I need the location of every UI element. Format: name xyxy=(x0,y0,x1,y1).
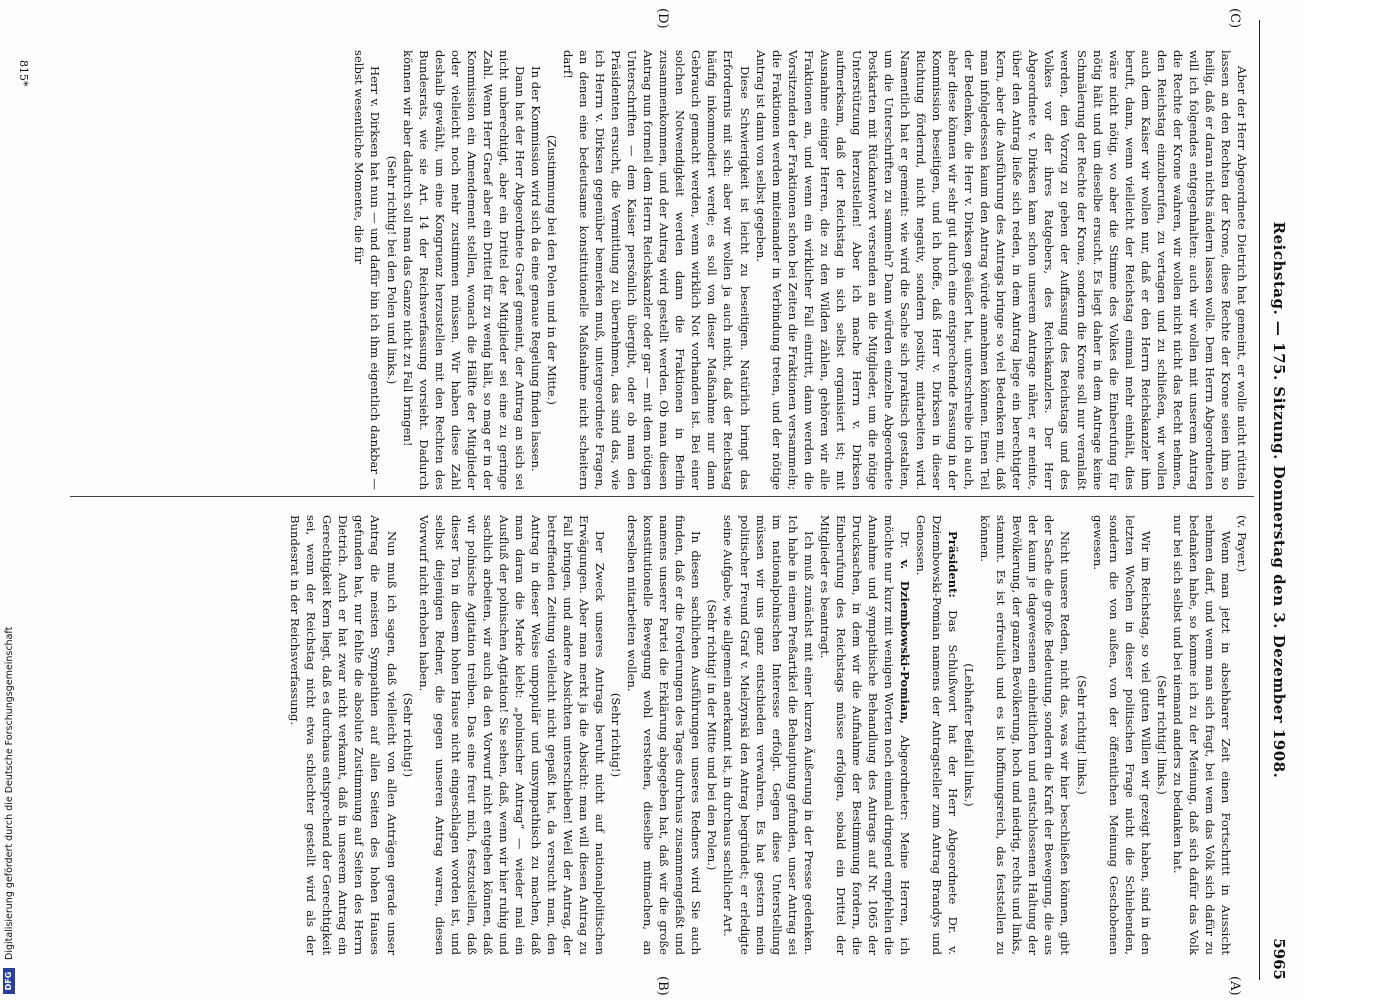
paragraph: Diese Schwierigkeit ist leicht zu beseitigen. Natürlich bringt das Erfordernis mit sich: aber wir wollen ja auch nicht, daß der Reichstag häufig inkommodiert werde; es soll von dieser Maßnahme nur dann Gebrauch gemacht werden, wenn wirklich Not vorhanden ist. Bei einer solchen Notwendigkeit werden dann die Fraktionen in Berlin zusammenkommen, und der Antrag wird gestellt werden. Ob man diesen Antrag nun formell dem Herrn Reichskanzler oder gar — mit dem nötigen Unterschriften — dem Kaiser persönlich übergibt, oder ob man den Präsidenten ersucht, die Vermittlung zu übernehmen, das sind das, wie ich Herrn v. Dirksen gegenüber bemerken muß, untergeordnete Fragen, an denen eine bedeutsame konstitutionelle Maßnahme nicht scheitern darf! xyxy=(561,50,752,490)
header-rule xyxy=(1259,20,1260,980)
margin-mark-c: (C) xyxy=(1227,8,1242,29)
interjection: (Lebhafter Beifall links.) xyxy=(962,663,977,807)
paragraph: (v. Payer.) xyxy=(1235,515,1249,573)
column-right xyxy=(351,50,1250,490)
dfg-credit-text: Digitalisierung gefördert durch die Deutsche Forschungsgemeinschaft xyxy=(4,626,15,960)
paragraph: Herr v. Dirksen hat nun — und dafür bin ich ihm eigentlich dankbar — selbst wesentliche Momente, die für xyxy=(352,50,383,490)
column-divider xyxy=(70,496,1254,497)
interjection: (Sehr richtig! links.) xyxy=(1154,675,1169,795)
paragraph: In der Kommission wird sich da eine genaue Regelung finden lassen. xyxy=(528,66,543,472)
dfg-credit xyxy=(0,0,20,1000)
interjection: (Zustimmung bei den Polen und in der Mitte.) xyxy=(544,135,559,405)
margin-mark-a: (A) xyxy=(1227,976,1242,996)
page-header xyxy=(1264,20,1288,980)
page-number: 5965 xyxy=(1270,938,1288,980)
column-left xyxy=(287,515,1250,955)
margin-mark-d: (D) xyxy=(655,8,670,29)
paragraph: Nicht unsere Reden, nicht das, was wir hier beschließen können, gibt der Sache die große Bedeutung, sondern die Kraft der Bewegung, die aus der kaum je dagewesenen einheitlichen und entschlossenen Haltung der Bevölkerung, der ganzen Bevölkerung, hoch und niedrig, rechts und links, stammt. Es ist erfreulich und es ist hoffnungsreich, das feststellen zu können. xyxy=(978,515,1073,955)
dfg-logo-icon: DFG xyxy=(3,968,15,994)
paragraph: In diesen sachlichen Ausführungen unseres Redners wird Sie auch finden, daß er die Forderungen des Tages durchaus zusammengefaßt und namens unserer Partei die Erklärung abgegeben hat, daß wir die große konstitutionelle Bewegung wohl verstehen, dieselbe mitmachen, an derselben mitarbeiten wollen. xyxy=(625,515,704,955)
interjection: (Sehr richtig! bei den Polen und links.) xyxy=(384,155,399,385)
interjection: (Sehr richtig! links.) xyxy=(1074,675,1089,795)
paragraph: Präsident: Das Schlußwort hat der Herr Abgeordnete Dr. v. Dziembowski-Pomian namens der Antragsteller zum Antrag Brandys und Genossen. xyxy=(914,515,961,955)
paragraph: Wenn man jetzt in absehbarer Zeit einen Fortschritt in Aussicht nehmen darf, und wenn man sich fragt, bei wem das Volk sich dafür zu bedanken habe, so komme ich zu der Meinung, daß sich dafür das Volk nur bei sich selbst und bei niemand anders zu bedanken hat. xyxy=(1170,515,1233,955)
running-title: Reichstag. — 175. Sitzung. Donnerstag den 3. Dezember 1908. xyxy=(1270,221,1288,779)
interjection: (Sehr richtig!) xyxy=(609,692,624,778)
paragraph: Wir im Reichstag, so viel guten Willen wir gezeigt haben, sind in den letzten Wochen in dieser politischen Frage nicht die Schiebenden, sondern die von außen, von der öffentlichen Meinung Geschobenen gewesen. xyxy=(1090,515,1153,955)
margin-mark-b: (B) xyxy=(655,976,670,996)
paragraph: Aber der Herr Abgeordnete Dietrich hat gemeint, er wolle nicht rütteln lassen an den Rechten der Krone, diese Rechte der Krone seien ihm so heilig, daß er daran nichts ändern lassen wolle. Dem Herrn Abgeordneten will ich folgendes entgegenhalten: auch wir wollen mit unserem Antrag die Rechte der Krone wahren, wir wollen nicht nicht das Recht nehmen, den Reichstag einzuberufen, zu vertagen und zu schließen, wir wollen auch dem Kaiser wir wollen nur, daß er den Herrn Reichskanzler ihm beruft, dann, wenn vielleicht der Reichstag einmal mehr einhält, dies wäre nicht nötig, wo aber die Stimme des Volkes die Einberufung für nötig hält und um dieselbe ersucht. Es liegt daher in dem Antrage keine Schmälerung der Rechte der Krone, sondern die Krone soll nur veranlaßt werden, den Vorzug zu geben der Auffassung des Reichstags und des Volkes vor der ihres Ratgebers, des Reichskanzlers. Der Herr Abgeordnete v. Dirksen kam schon unserem Antrage näher, er meinte, über den Antrag ließe sich reden, in dem Antrag liege ein berechtigter Kern, aber die Ausführung des Antrags bringe so viel Bedenken mit, daß man infolgedessen kaum den Antrag würde annehmen können. Einen Teil der Bedenken, die Herr v. Dirksen geäußert hat, unterschreibe ich auch, aber diese können wir sehr gut durch eine entsprechende Fassung in der Kommission beseitigen, und ich hoffe, daß Herr v. Dirksen in dieser Richtung fördernd, nicht negativ, sondern positiv, mitarbeiten wird. Namentlich hat er gemeint: wie wird die Sache sich praktisch gestalten, um die Unterschriften zu sammeln? Dann würden einzelne Abgeordnete Postkarten mit Rückantwort versenden an die Mitglieder, um die nötige Unterstützung herzustellen! Aber ich mache Herrn v. Dirksen aufmerksam, daß der Reichstag in sich selbst organisiert ist; mit Ausnahme einiger Herren, die zu den Wilden zählen, gehören wir alle Fraktionen an, und wenn ein wirklicher Fall eintritt, dann werden die Vorsitzenden der Fraktionen schon bei Zeiten die Fraktionen versammeln; die Fraktionen werden miteinander in Verbindung treten, und der nötige Antrag ist dann von selbst gegeben. xyxy=(753,50,1249,490)
interjection: (Sehr richtig!) xyxy=(400,692,415,778)
paragraph: Ich muß zunächst mit einer kurzen Äußerung in der Presse gedenken. Ich habe in einem Preßartikel die Behauptung gefunden, unser Antrag sei im nationalpolnischen Interesse erfolgt. Gegen diese Unterstellung müssen wir uns ganz entschieden verwahren. Es hat gestern mein politischer Freund Graf v. Mielzynski den Antrag begründet; er erledigte seine Aufgabe, wie allgemein anerkannt ist, in durchaus sachlicher Art. xyxy=(721,515,816,955)
paragraph: Der Zweck unseres Antrags beruht nicht auf nationalpolitischen Erwägungen. Aber man merkt ja die Absicht: man will diesen Antrag zu Fall bringen, und andere Absichten unterschieben! Weil der Antrag, der betreffenden Zeitung vielleicht nicht gepaßt hat, da versucht man, den Antrag in dieser Weise unpopulär und unsympathisch zu machen, daß man daran die Marke klebt: „polnischer Antrag“ — wieder mal ein Ausfluß der polnischen Agitation! Sie sehen, daß, wenn wir hier ruhig und sachlich arbeiten, wir auch da den Vorwurf nicht entgehen können, daß wir polnische Agitation treiben. Das eine freut mich, festzustellen, daß dieser Ton in diesem hohen Hause nicht eingeschlagen worden ist, und selbst diejenigen Redner, die gegen unseren Antrag waren, diesen Vorwurf nicht erhoben haben. xyxy=(416,515,608,955)
paragraph: Nun muß ich sagen, daß vielleicht von allen Anträgen gerade unser Antrag die meisten Sympathien auf allen Seiten des hohen Hauses gefunden hat, nur fehlte die absolute Zustimmung auf Seiten des Herrn Dietrich. Auch er hat zwar nicht verkannt, daß in unserem Antrag ein Gerechtigkeit Kern liegt, daß es durchaus entsprechend der Gerechtigkeit sei, wenn der Reichstag nicht etwa schlechter gestellt wird als der Bundesrat in der Reichsverfassung. xyxy=(288,515,399,955)
paragraph: Dann hat der Herr Abgeordnete Graef gemeint, der Antrag an sich sei nicht unberechtigt, aber ein Drittel der Mitglieder sei eine zu geringe Zahl. Wenn Herr Graef aber ein Drittel für zu wenig hält, so mag er in der Kommission ein Amendement stellen, wonach die Hälfte der Mitglieder oder vielleicht noch mehr zustimmen müssen. Wir haben diese Zahl deshalb gewählt, um eine Kongruenz herzustellen mit den Rechten des Bundesrats, wie sie Art. 14 der Reichsverfassung vorsieht. Dadurch können wir aber dadurch soll man das Ganze nicht zu Fall bringen! xyxy=(400,50,527,490)
interjection: (Sehr richtig! in der Mitte und bei den Polen.) xyxy=(705,599,720,871)
signature-mark: 815* xyxy=(17,60,30,87)
paragraph: Dr. v. Dziembowski-Pomian, Abgeordneter: Meine Herren, ich möchte nur kurz mit wenigen Worten noch einmal dringend empfehlen die Annahme und sympathische Behandlung des Antrags auf Nr. 1065 der Drucksachen, in dem wir die Aufnahme der Bestimmung fordern, die Einberufung des Reichstags müsse erfolgen, sobald ein Drittel der Mitglieder es beantragt. xyxy=(817,515,913,955)
